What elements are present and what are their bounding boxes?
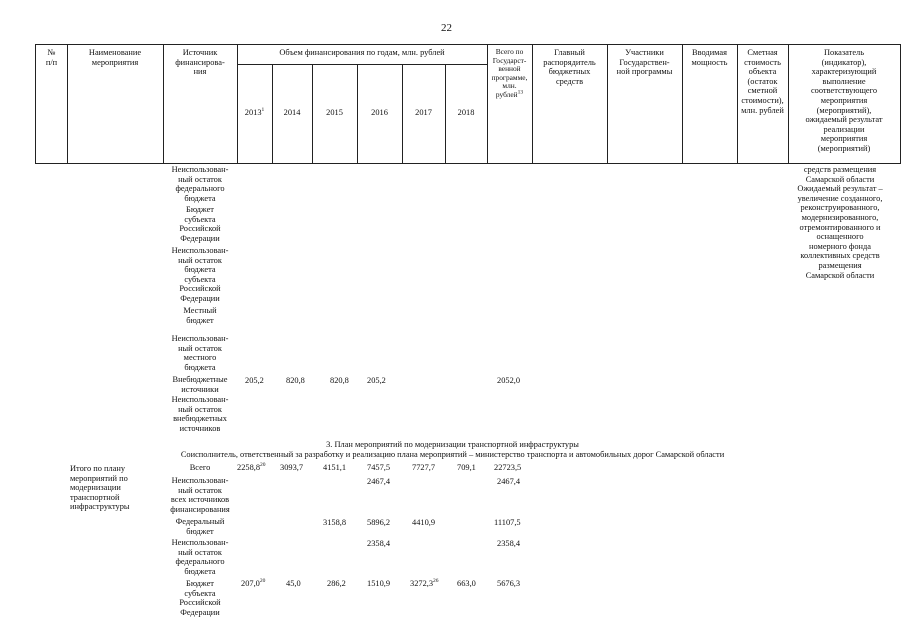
header-year-2015: 2015 (326, 108, 343, 117)
row-federal-2015: 3158,8 (323, 518, 347, 527)
extrabudget-2015: 820,8 (330, 376, 349, 385)
header-col-total: Всего по Государст- венной программе, млн. рублей$^{13}$ (491, 47, 528, 99)
row-subject-2017: 3272,3$^{26}$ (410, 578, 439, 588)
row-subject-2014: 45,0 (286, 579, 301, 588)
row-total-2017: 7727,7 (412, 463, 436, 472)
row-total-source: Всего (189, 463, 211, 472)
header-year-2018: 2018 (457, 108, 475, 117)
row-total-total: 22723,5 (494, 463, 522, 472)
row-total-2016: 7457,5 (367, 463, 391, 472)
extrabudget-2013: 205,2 (245, 376, 264, 385)
source-unused-local: Неиспользован- ный остаток местного бюджета (171, 334, 229, 372)
header-year-2017: 2017 (415, 108, 432, 117)
header-col-cost: Сметная стоимость объекта (остаток сметной стоимости), млн. рублей (741, 48, 784, 115)
row-federal-total: 11107,5 (494, 518, 521, 527)
section-title: 3. План мероприятий по модернизации транспортной инфраструктуры (326, 440, 579, 449)
row-federal-2017: 4410,9 (412, 518, 436, 527)
row-total-2015: 4151,1 (323, 463, 347, 472)
header-year-2013: 2013$^1$ (244, 107, 265, 117)
row-subject-2018: 663,0 (457, 579, 476, 588)
source-unused-subject: Неиспользован- ный остаток бюджета субъекта Российской Федерации (171, 246, 229, 303)
row-subject-source: Бюджет субъекта Российской Федерации (179, 579, 221, 617)
header-col-funding: Объем финансирования по годам, млн. рублей (279, 48, 445, 57)
row-unused-all-2016: 2467,4 (367, 477, 391, 486)
row-subject-2016: 1510,9 (367, 579, 391, 588)
row-total-2014: 3093,7 (280, 463, 304, 472)
header-col-number: № п/п (45, 48, 58, 67)
header-year-2016: 2016 (371, 108, 388, 117)
header-col-participants: Участники Государствен- ной программы (616, 48, 673, 77)
source-local-budget: Местный бюджет (183, 306, 217, 325)
header-col-capacity: Вводимая мощность (691, 48, 728, 67)
row-unused-federal-source: Неиспользован- ный остаток федерального бюджета (171, 538, 229, 576)
indicator-text: средств размещения Самарской области Ожидаемый результат – увеличение созданного, реконструированного, модернизированного, отремонтированного и оснащенного номерного фонда коллективных средств размещения Самарской области (797, 165, 883, 280)
row-unused-federal-total: 2358,4 (497, 539, 521, 548)
section-subtitle: Соисполнитель, ответственный за разработку и реализацию плана мероприятий – министерство транспорта и автомобильных дорог Самарской области (180, 450, 725, 459)
header-col-name: Наименование мероприятия (88, 48, 142, 67)
extrabudget-2014: 820,8 (286, 376, 305, 385)
row-unused-all-source: Неиспользован- ный остаток всех источников финансирования (170, 476, 230, 514)
source-unused-extrabudgetary: Неиспользован- ный остаток внебюджетных источников (171, 395, 229, 433)
row-subject-2013: 207,0$^{20}$ (241, 578, 266, 588)
row-total-2013: 2258,8$^{20}$ (237, 462, 266, 472)
extrabudget-total: 2052,0 (497, 376, 521, 385)
header-year-2014: 2014 (283, 108, 301, 117)
header-col-source: Источник финансирова- ния (175, 48, 225, 77)
header-col-manager: Главный распорядитель бюджетных средств (543, 48, 596, 86)
row-unused-all-total: 2467,4 (497, 477, 521, 486)
row-subject-total: 5676,3 (497, 579, 521, 588)
source-unused-federal: Неиспользован- ный остаток федерального бюджета (171, 165, 229, 203)
source-extrabudgetary: Внебюджетные источники (172, 375, 228, 394)
row-total-2018: 709,1 (457, 463, 476, 472)
row-unused-federal-2016: 2358,4 (367, 539, 391, 548)
source-subject-budget: Бюджет субъекта Российской Федерации (179, 205, 221, 243)
page-number: 22 (441, 22, 452, 34)
row-federal-2016: 5896,2 (367, 518, 391, 527)
row-subject-2015: 286,2 (327, 579, 346, 588)
row-federal-source: Федеральный бюджет (175, 517, 225, 536)
table-header (35, 44, 901, 164)
extrabudget-2016: 205,2 (367, 376, 386, 385)
plan-total-label: Итого по плану мероприятий по модернизации транспортной инфраструктуры (70, 464, 130, 512)
header-col-indicator: Показатель (индикатор), характеризующий выполнение соответствующего мероприятия (мероприятий), ожидаемый результат реализации мероприятия (мероприятий) (805, 48, 883, 153)
